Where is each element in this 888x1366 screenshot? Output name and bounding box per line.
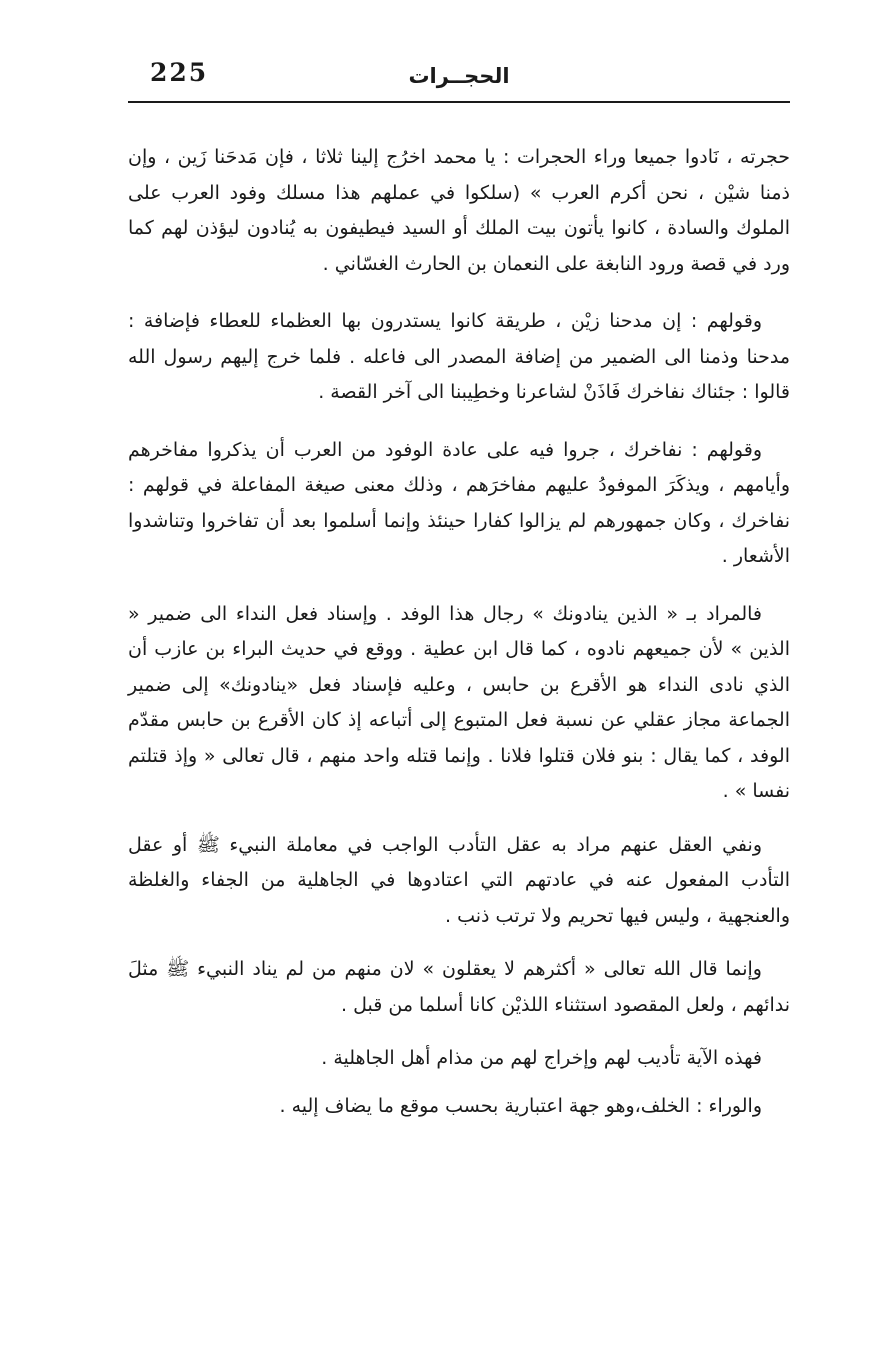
page-number: 225 — [150, 58, 209, 87]
paragraph-1: حجرته ، نَادوا جميعا وراء الحجرات : يا محمد اخرُج إلينا ثلاثا ، فإن مَدحَنا زَين ، وإن ذمنا شيْن ، نحن أكرم العرب » (سلكوا في عملهم هذا مسلك وفود العرب على الملوك والسادة ، كانوا يأتون بيت الملك أو السيد فيطيفون به يُنادون ليؤذن لهم كما ورد في قصة ورود النابغة على النعمان بن الحارث الغسّاني . — [128, 146, 790, 275]
running-title: الحجــرات — [408, 64, 510, 88]
paragraph-3: وقولهم : نفاخرك ، جروا فيه على عادة الوفود من العرب أن يذكروا مفاخرهم وأيامهم ، ويذكَرَ الموفودُ عليهم مفاخرَهم ، وذلك معنى صيغة المفاعلة في قولهم : نفاخرك ، وكان جمهورهم لم يزالوا كفارا حينئذ وإنما أسلموا بعد أن تفاخروا وتناشدوا الأشعار . — [128, 438, 790, 567]
page-header — [128, 58, 790, 102]
body-text — [128, 140, 790, 1124]
paragraph-4: فالمراد بـ « الذين ينادونك » رجال هذا الوفد . وإسناد فعل النداء الى ضمير « الذين » لأن جميعهم نادوه ، كما قال ابن عطية . ووقع في حديث البراء بن عازب أن الذي نادى النداء هو الأقرع بن حابس ، وعليه فإسناد فعل «ينادونك» إلى ضمير الجماعة مجاز عقلي عن نسبة فعل المتبوع إلى أتباعه إذ كان الأقرع بن حابس مقدّم الوفد ، كما يقال : بنو فلان قتلوا فلانا . وإنما قتله واحد منهم ، قال تعالى « وإذ قتلتم نفسا » . — [128, 602, 790, 802]
paragraph-2: وقولهم : إن مدحنا زيْن ، طريقة كانوا يستدرون بها العظماء للعطاء فإضافة : مدحنا وذمنا الى الضمير من إضافة المصدر الى فاعله . فلما خرج إليهم رسول الله قالوا : جئناك نفاخرك فَاذَنْ لشاعرنا وخطِيبنا الى آخر القصة . — [128, 310, 790, 403]
paragraph-6: وإنما قال الله تعالى « أكثرهم لا يعقلون » لان منهم من لم يناد النبيء ﷺ مثلَ ندائهم ، ولعل المقصود استثناء اللذيْن كانا أسلما من قبل . — [128, 958, 790, 1016]
header-rule — [128, 101, 790, 103]
paragraph-5: ونفي العقل عنهم مراد به عقل التأدب الواجب في معاملة النبيء ﷺ أو عقل التأدب المفعول عنه في عادتهم التي اعتادوها في الجاهلية من الجفاء والغلظة والعنجهية ، وليس فيها تحريم ولا ترتب ذنب . — [128, 833, 790, 927]
paragraph-8: والوراء : الخلف،وهو جهة اعتبارية بحسب موقع ما يضاف إليه . — [279, 1094, 762, 1117]
paragraph-7: فهذه الآية تأديب لهم وإخراج لهم من مذام أهل الجاهلية . — [321, 1047, 762, 1069]
